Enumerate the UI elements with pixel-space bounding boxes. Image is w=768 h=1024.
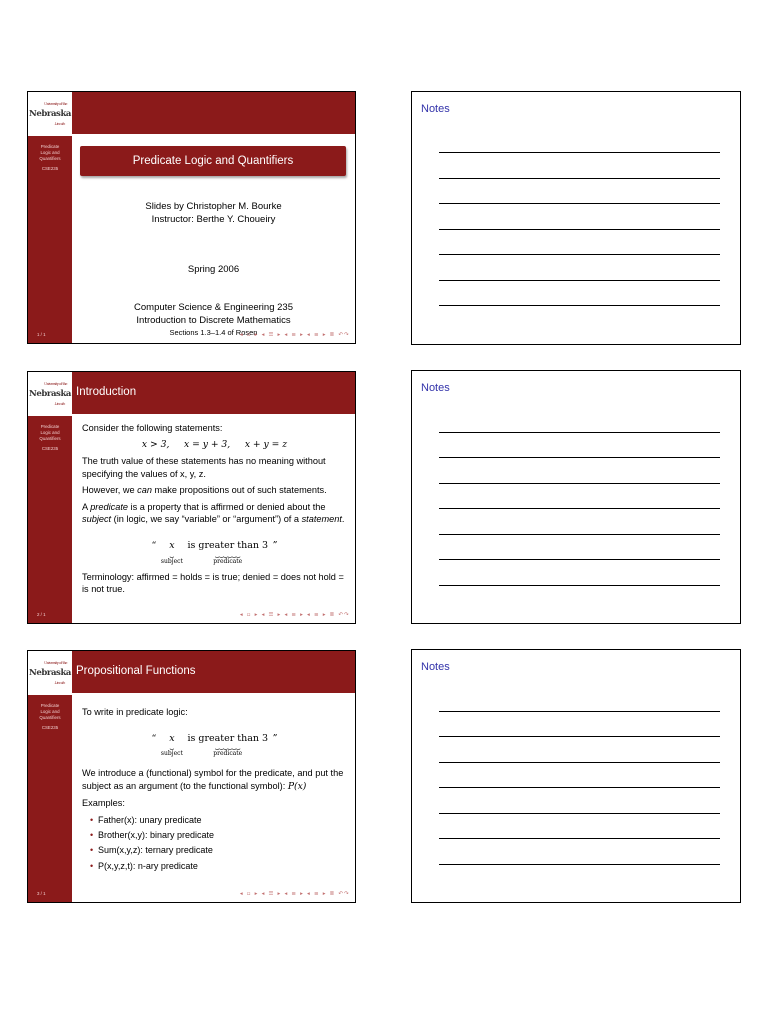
notes-panel-3 [411,649,741,903]
logo-tagline: University of the [44,382,67,386]
paragraph [82,767,347,793]
note-line [439,534,720,535]
math-statements [82,439,347,452]
notes-title: Notes [421,103,450,115]
note-line [439,432,720,433]
note-line [439,229,720,230]
quote: ” [272,732,278,744]
instructor: Instructor: Berthe Y. Choueiry [151,214,276,226]
list-item: • Brother(x,y): binary predicate [90,829,347,841]
predicate-brace [187,733,268,758]
sidebar-line: Logic and [40,708,60,714]
note-line [439,559,720,560]
note-line [439,585,720,586]
note-line [439,483,720,484]
underbrace-expression [82,733,347,758]
brace-subject: x [169,732,175,744]
sidebar-line: Quantifiers [39,155,61,161]
sidebar-text [30,703,70,731]
quote: “ [151,732,157,744]
notes-title: Notes [421,661,450,673]
math-expression: P(x) [287,780,307,792]
logo-name: Nebraska [28,389,72,399]
brace-label: predicate [213,750,243,758]
brace-label: subject [160,557,183,565]
emphasis: statement [301,514,342,525]
brace-predicate: is greater than 3 [187,732,269,744]
sidebar-line: Logic and [40,149,60,155]
paragraph: Consider the following statements: [82,423,223,433]
page-number: 2 / 1 [37,612,46,617]
text: We introduce a (functional) symbol for the predicate, and put the subject as an argument (to the functional symbol): [82,768,344,791]
list-item: • Sum(x,y,z): ternary predicate [90,844,347,856]
logo-tagline: University of the [44,102,67,106]
math-expression: x = y + 3, [183,438,231,450]
sidebar-text [30,424,70,452]
logo-tagline: University of the [44,661,67,665]
logo-sub: Lincoln [54,402,65,406]
paragraph: The truth value of these statements has no meaning without specifying the values of x, y, z. [82,456,326,479]
brace-glyph: ⏟ [169,549,174,558]
notes-title: Notes [421,382,450,394]
text: make propositions out of such statements. [151,485,327,496]
sections: Sections 1.3–1.4 of Rosen [169,327,258,337]
paragraph [82,484,347,497]
brace-subject: x [169,539,175,551]
course-name: Computer Science & Engineering 235 [134,302,293,313]
subject-brace [161,540,183,565]
brace-glyph: ⏟⏟⏟⏟⏟⏟ [215,549,241,558]
sidebar-course: CSE235 [41,165,59,171]
navigation-icons[interactable]: ◂ ▫ ▸ ◂ ☰ ▸ ◂ ≡ ▸ ◂ ≡ ▸ ≣ ↶↷ [239,612,350,618]
note-line [439,864,720,865]
paragraph: To write in predicate logic: [82,707,188,717]
note-line [439,813,720,814]
author: Slides by Christopher M. Bourke [145,201,282,212]
logo-sub: Lincoln [54,122,65,126]
text: (in logic, we say “variable” or “argument”) of a [111,514,302,525]
subject-brace [161,733,183,758]
slide-body [82,706,347,875]
paragraph: Examples: [82,798,125,809]
sidebar-line: Logic and [40,429,60,435]
logo-name: Nebraska [28,109,72,119]
brace-label: predicate [213,557,243,565]
list-item: • P(x,y,z,t): n-ary predicate [90,860,347,872]
emphasis: can [137,485,152,496]
course-title: Introduction to Discrete Mathematics [136,314,291,326]
text: . [341,514,345,525]
sidebar-text [30,144,70,172]
sidebar-line: Predicate [40,703,60,708]
page-number: 3 / 1 [37,891,46,896]
slide-title: Predicate Logic and Quantifiers [80,146,346,176]
examples-list [82,814,347,872]
note-line [439,305,720,306]
text: However, we [82,485,138,496]
university-logo [28,92,72,136]
slide-3 [27,650,356,903]
sidebar-line: Quantifiers [39,714,61,720]
note-line [439,736,720,737]
notes-panel-1 [411,91,741,345]
sidebar-line: Quantifiers [39,435,61,441]
slide-title: Introduction [76,386,137,398]
notes-panel-2 [411,370,741,624]
note-line [439,762,720,763]
note-line [439,254,720,255]
logo-sub: Lincoln [54,681,65,685]
quote: ” [272,539,278,551]
slide-body [82,422,347,600]
note-line [439,457,720,458]
page-number: 1 / 1 [37,332,46,337]
slide-1 [27,91,356,344]
brace-predicate: is greater than 3 [187,539,269,551]
brace-label: subject [160,750,183,758]
logo-name: Nebraska [28,668,72,678]
slide-title: Propositional Functions [76,665,196,677]
sidebar-line: Predicate [40,144,60,149]
note-line [439,203,720,204]
brace-glyph: ⏟⏟⏟⏟⏟⏟ [215,742,241,751]
note-line [439,178,720,179]
text: is a property that is affirmed or denied about the [127,501,326,512]
note-line [439,711,720,712]
emphasis: subject [82,514,112,525]
sidebar-course: CSE235 [41,724,59,730]
sidebar-line: Predicate [40,424,60,429]
quote: “ [151,539,157,551]
note-line [439,787,720,788]
university-logo [28,651,72,695]
text: A [82,501,91,512]
emphasis: predicate [90,501,128,512]
slide-2 [27,371,356,624]
paragraph [82,501,347,526]
navigation-icons[interactable]: ◂ ▫ ▸ ◂ ☰ ▸ ◂ ≡ ▸ ◂ ≡ ▸ ≣ ↶↷ [239,891,350,897]
note-line [439,508,720,509]
brace-glyph: ⏟ [169,742,174,751]
math-expression: x + y = z [244,438,288,450]
title-bar [72,92,355,134]
note-line [439,280,720,281]
underbrace-expression [82,540,347,565]
note-line [439,838,720,839]
sidebar-course: CSE235 [41,445,59,451]
predicate-brace [187,540,268,565]
navigation-icons[interactable]: ◂ ▫ ▸ ◂ ☰ ▸ ◂ ≡ ▸ ◂ ≡ ▸ ≣ ↶↷ [239,332,350,338]
math-expression: x > 3, [141,438,170,450]
paragraph: Terminology: affirmed = holds = is true; denied = does not hold = is not true. [82,571,344,595]
date: Spring 2006 [187,264,240,275]
university-logo [28,372,72,416]
list-item: • Father(x): unary predicate [90,814,347,826]
note-line [439,152,720,153]
